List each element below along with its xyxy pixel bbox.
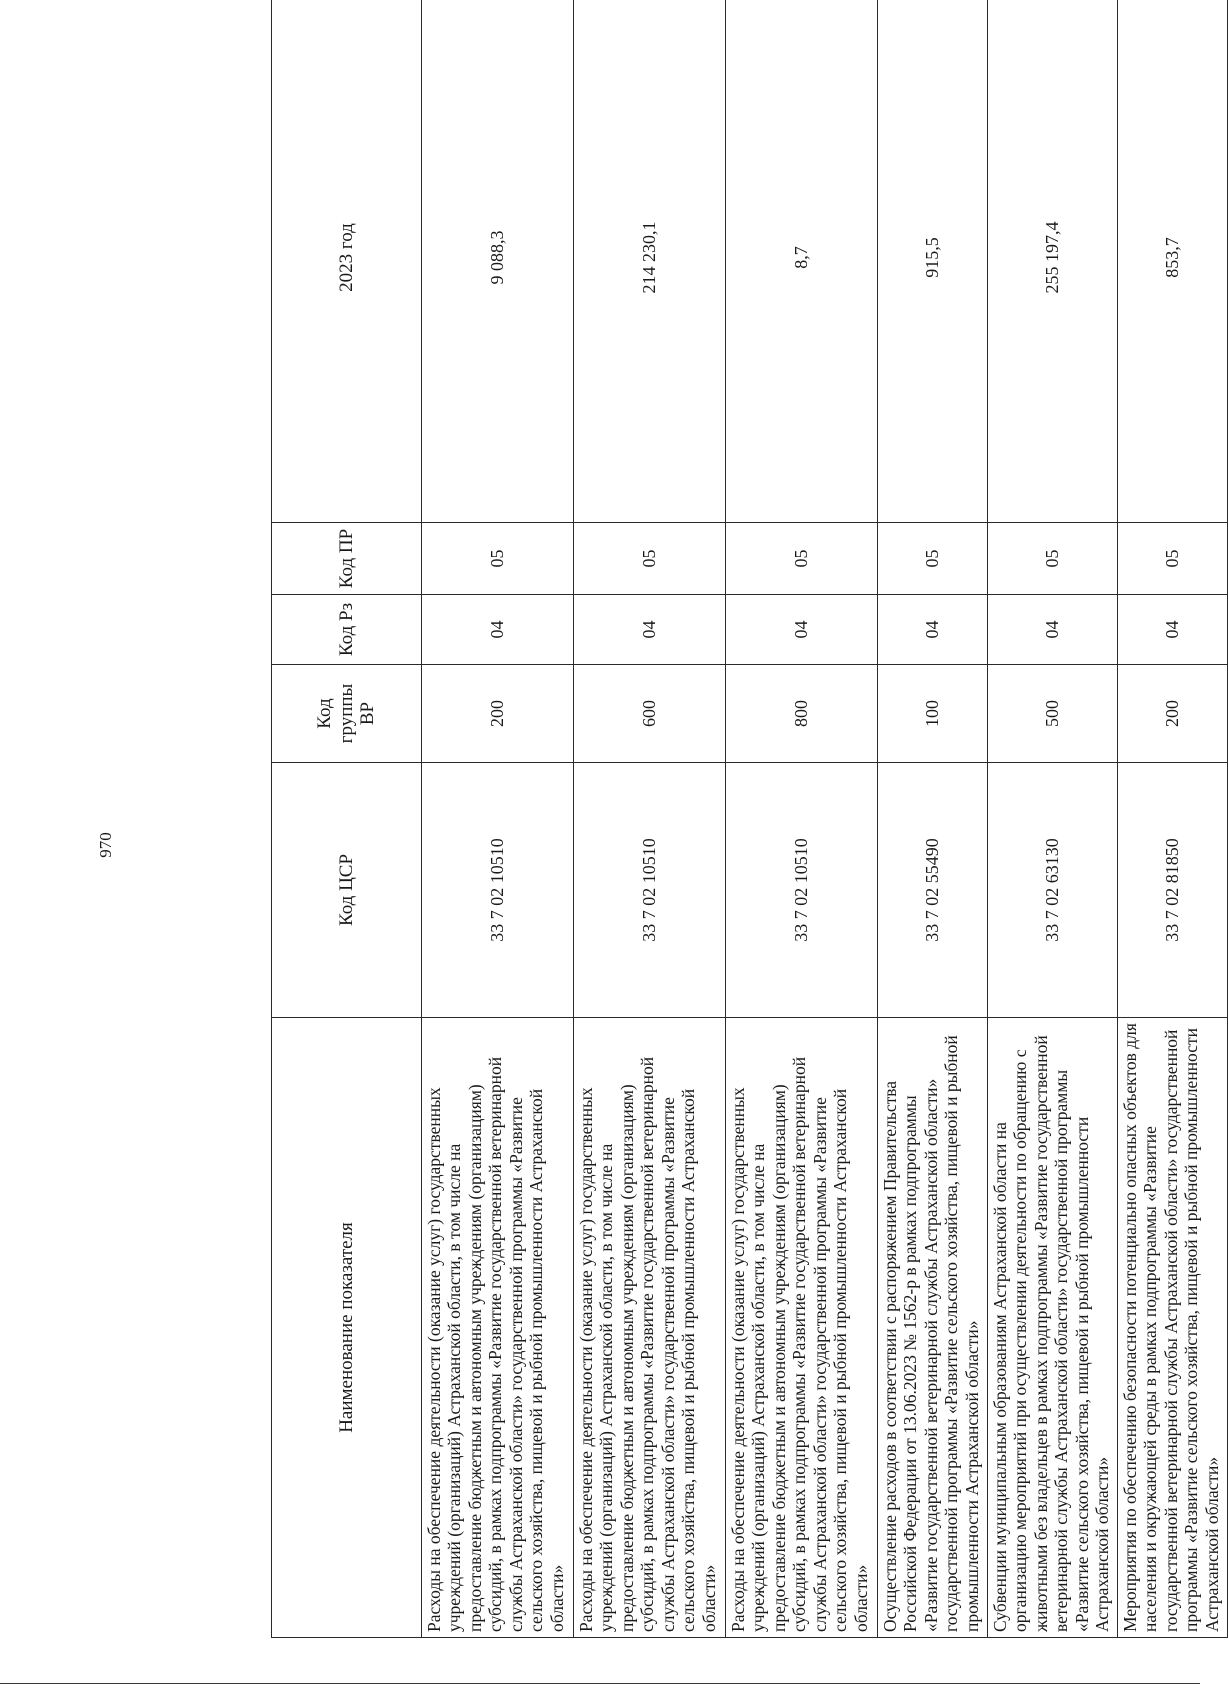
row-csr: 33 7 02 10510	[422, 763, 574, 1018]
row-amount: 915,5	[878, 0, 988, 523]
table-row	[988, 0, 1118, 1638]
row-vr: 500	[988, 665, 1118, 763]
row-csr: 33 7 02 55490	[878, 763, 988, 1018]
row-vr: 100	[878, 665, 988, 763]
row-amount: 255 197,4	[988, 0, 1118, 523]
row-name: Осуществление расходов в соответствии с распоряжением Правительства Российской Федерации от 13.06.2023 № 1562-р в рамках подпрограммы «Развитие государственной ветеринарной службы Астраханской области» государственной программы «Развитие сельского хозяйства, пищевой и рыбной промышленности Астраханской области»	[878, 1018, 988, 1638]
row-rz: 04	[422, 595, 574, 665]
table-row	[1118, 0, 1228, 1638]
bottom-divider	[0, 1683, 1200, 1684]
table-container	[271, 0, 1222, 1638]
budget-table	[271, 0, 1228, 1638]
row-vr: 800	[726, 665, 878, 763]
row-rz: 04	[878, 595, 988, 665]
row-pr: 05	[574, 523, 726, 595]
row-csr: 33 7 02 10510	[726, 763, 878, 1018]
row-amount: 9 088,3	[422, 0, 574, 523]
page-number: 970	[96, 832, 115, 858]
header-vr: Код группы ВР	[272, 665, 422, 763]
row-rz: 04	[988, 595, 1118, 665]
row-name: Расходы на обеспечение деятельности (оказание услуг) государственных учреждений (организаций) Астраханской области, в том числе на предоставление бюджетным и автономным учреждениям (организациям) субсидий, в рамках подпрограммы «Развитие государственной ветеринарной службы Астраханской области» государственной программы «Развитие сельского хозяйства, пищевой и рыбной промышленности Астраханской области»	[574, 1018, 726, 1638]
row-vr: 600	[574, 665, 726, 763]
row-name: Субвенции муниципальным образованиям Астраханской области на организацию мероприятий при осуществлении деятельности по обращению с животными без владельцев в рамках подпрограммы «Развитие государственной ветеринарной службы Астраханской области» государственной программы «Развитие сельского хозяйства, пищевой и рыбной промышленности Астраханской области»	[988, 1018, 1118, 1638]
row-amount: 8,7	[726, 0, 878, 523]
row-name: Мероприятия по обеспечению безопасности потенциально опасных объектов для населения и окружающей среды в рамках подпрограммы «Развитие государственной ветеринарной службы Астраханской области» государственной программы «Развитие сельского хозяйства, пищевой и рыбной промышленности Астраханской области»	[1118, 1018, 1228, 1638]
row-pr: 05	[726, 523, 878, 595]
table-header-row	[272, 0, 422, 1638]
header-name: Наименование показателя	[272, 1018, 422, 1638]
row-amount: 214 230,1	[574, 0, 726, 523]
row-pr: 05	[988, 523, 1118, 595]
row-rz: 04	[574, 595, 726, 665]
header-rz: Код Рз	[272, 595, 422, 665]
row-vr: 200	[422, 665, 574, 763]
table-row	[878, 0, 988, 1638]
row-vr: 200	[1118, 665, 1228, 763]
row-pr: 05	[878, 523, 988, 595]
row-csr: 33 7 02 63130	[988, 763, 1118, 1018]
row-csr: 33 7 02 10510	[574, 763, 726, 1018]
header-csr: Код ЦСР	[272, 763, 422, 1018]
row-pr: 05	[422, 523, 574, 595]
row-amount: 853,7	[1118, 0, 1228, 523]
row-name: Расходы на обеспечение деятельности (оказание услуг) государственных учреждений (организаций) Астраханской области, в том числе на предоставление бюджетным и автономным учреждениям (организациям) субсидий, в рамках подпрограммы «Развитие государственной ветеринарной службы Астраханской области» государственной программы «Развитие сельского хозяйства, пищевой и рыбной промышленности Астраханской области»	[726, 1018, 878, 1638]
row-csr: 33 7 02 81850	[1118, 763, 1228, 1018]
header-pr: Код ПР	[272, 523, 422, 595]
table-row	[574, 0, 726, 1638]
table-row	[422, 0, 574, 1638]
row-name: Расходы на обеспечение деятельности (оказание услуг) государственных учреждений (организаций) Астраханской области, в том числе на предоставление бюджетным и автономным учреждениям (организациям) субсидий, в рамках подпрограммы «Развитие государственной ветеринарной службы Астраханской области» государственной программы «Развитие сельского хозяйства, пищевой и рыбной промышленности Астраханской области»	[422, 1018, 574, 1638]
header-year: 2023 год	[272, 0, 422, 523]
row-rz: 04	[726, 595, 878, 665]
row-pr: 05	[1118, 523, 1228, 595]
row-rz: 04	[1118, 595, 1228, 665]
table-row	[726, 0, 878, 1638]
